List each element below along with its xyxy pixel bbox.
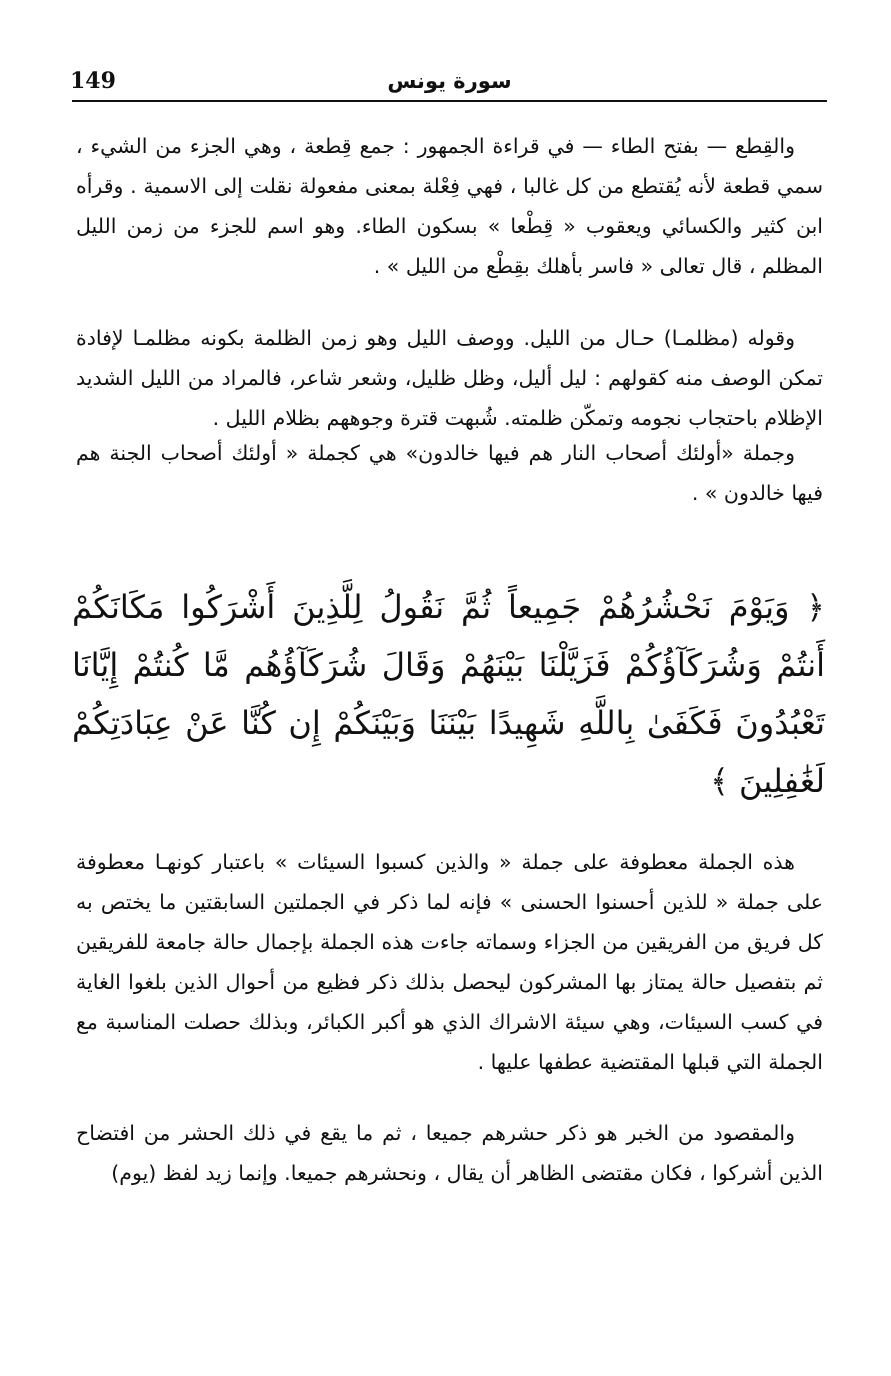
paragraph-text: والقِطع — بفتح الطاء — في قراءة الجمهور : جمع قِطعة ، وهي الجزء من الشيء ، سمي قطعة لأنه يُقتطع من كل غالبا ، فهي فِعْلة بمعنى مفعولة نقلت إلى الاسمية . وقرأه ابن كثير والكسائي ويعقوب « قِطْعا » بسكون الطاء. وهو اسم للجزء من زمن الليل المظلم ، قال تعالى « فاسر بأهلك بقِطْع من الليل » . bbox=[76, 134, 823, 278]
quran-verse: ﴿ وَيَوْمَ نَحْشُرُهُمْ جَمِيعاً ثُمَّ نَقُولُ لِلَّذِينَ أَشْرَكُوا مَكَانَكُمْ أَنتُمْ وَشُرَكَآؤُكُمْ فَزَيَّلْنَا بَيْنَهُمْ وَقَالَ شُرَكَآؤُهُم مَّا كُنتُمْ إِيَّانَا تَعْبُدُونَ فَكَفَىٰ بِاللَّهِ شَهِيدًا بَيْنَنَا وَبَيْنَكُمْ إِن كُنَّا عَنْ عِبَادَتِكُمْ لَغَٰفِلِينَ ﴾ bbox=[72, 588, 825, 800]
paragraph-intended-meaning bbox=[76, 1113, 823, 1193]
paragraph-text: وقوله (مظلمـا) حـال من الليل. ووصف الليل وهو زمن الظلمة بكونه مظلمـا لإفادة تمكن الوصف منه كقولهم : ليل أليل، وظل ظليل، وشعر شاعر، فالمراد من الليل الشديد الإظلام باحتجاب نجومه وتمكّن ظلمته. شُبهت قترة وجوههم بظلام الليل . bbox=[76, 326, 823, 430]
paragraph-text: والمقصود من الخبر هو ذكر حشرهم جميعا ، ثم ما يقع في ذلك الحشر من افتضاح الذين أشركوا ، فكان مقتضى الظاهر أن يقال ، ونحشرهم جميعا. وإنما زيد لفظ (يوم) bbox=[76, 1121, 823, 1185]
paragraph-ulaika bbox=[76, 433, 823, 513]
page-number: 149 bbox=[70, 68, 116, 94]
paragraph-text: وجملة «أولئك أصحاب النار هم فيها خالدون» هي كجملة « أولئك أصحاب الجنة هم فيها خالدون » . bbox=[76, 441, 823, 505]
paragraph-qit-definition bbox=[76, 126, 823, 286]
paragraph-verse-commentary bbox=[76, 842, 823, 1082]
page-header bbox=[70, 66, 829, 100]
paragraph-text: هذه الجملة معطوفة على جملة « والذين كسبوا السيئات » باعتبار كونهـا معطوفة على جملة « للذين أحسنوا الحسنى » فإنه لما ذكر في الجملتين السابقتين ما يختص به كل فريق من الفريقين من الجزاء وسماته جاءت هذه الجملة بإجمال حالة جامعة للفريقين ثم بتفصيل حالة يمتاز بها المشركون ليحصل بذلك ذكر فظيع من أحوال الذين بلغوا الغاية في كسب السيئات، وهي سيئة الاشراك الذي هو أكبر الكبائر، وبذلك حصلت المناسبة مع الجملة التي قبلها المقتضية عطفها عليها . bbox=[76, 850, 823, 1074]
surah-title: سورة يونس bbox=[387, 69, 512, 93]
paragraph-muzliman bbox=[76, 318, 823, 438]
header-divider bbox=[72, 100, 827, 102]
